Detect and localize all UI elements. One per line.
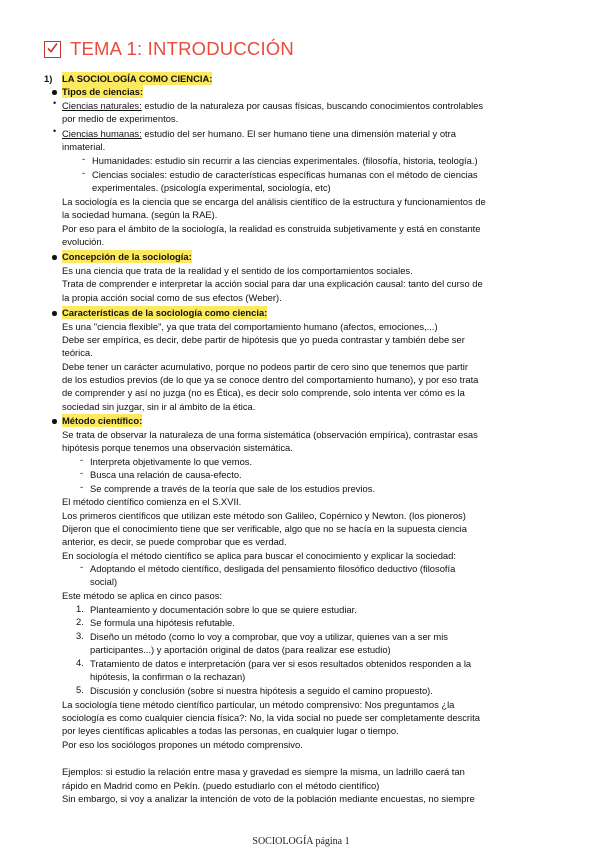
step-number: 1. <box>76 603 84 614</box>
step-2: Se formula una hipótesis refutable. <box>90 617 235 628</box>
step-4b: hipótesis, la confirman o la rechazan) <box>90 671 246 682</box>
bullet <box>52 311 57 316</box>
sociales-line-2: experimentales. (psicología experimental, sociología, etc) <box>92 182 331 193</box>
bullet <box>52 255 57 260</box>
dash: - <box>80 561 84 572</box>
step-1: Planteamiento y documentación sobre lo que se quiere estudiar. <box>90 604 357 615</box>
ejemplo-line-1: Ejemplos: si estudio la relación entre masa y gravedad es siempre la misma, un ladrillo caerá tan <box>62 766 465 777</box>
concepcion-line-3: la propia acción social como de sus efectos (Weber). <box>62 292 282 303</box>
step-number: 3. <box>76 630 84 641</box>
caracteristicas-heading: Características de la sociología como ciencia: <box>62 307 268 318</box>
metodo-dash-4a: Adoptando el método científico, desligada del pensamiento filosófico deductivo (filosofía <box>90 563 456 574</box>
metodo-dash-4b: social) <box>90 576 118 587</box>
metodo-line-11: por leyes científicas aplicables a todas las personas, en cualquier lugar o tiempo. <box>62 725 399 736</box>
metodo-line-10: sociología es como cualquier ciencia física?: No, la vida social no puede ser completamente descrita <box>62 712 480 723</box>
metodo-line-1: Se trata de observar la naturaleza de una forma sistemática (observación empírica), contrastar esas <box>62 429 478 440</box>
metodo-line-4: Los primeros científicos que utilizan este método son Galileo, Copérnico y Newton. (los pioneros) <box>62 510 466 521</box>
caracteristicas-line-3: teórica. <box>62 347 93 358</box>
definicion-line-2: la sociedad humana. (según la RAE). <box>62 209 218 220</box>
bullet: • <box>53 126 57 136</box>
humanas-line-1: Ciencias humanas: estudio del ser humano. El ser humano tiene una dimensión material y otra <box>62 128 456 139</box>
metodo-line-8: Este método se aplica en cinco pasos: <box>62 590 222 601</box>
sociales-line-1: Ciencias sociales: estudio de características específicas humanas con el método de ciencias <box>92 169 478 180</box>
metodo-line-6: anterior, es decir, se puede comprobar que es verdad. <box>62 536 287 547</box>
step-3b: participantes...) y aportación original de datos (para realizar ese estudio) <box>90 644 391 655</box>
dash: - <box>80 481 84 492</box>
step-number: 2. <box>76 616 84 627</box>
metodo-dash-1: Interpreta objetivamente lo que vemos. <box>90 456 253 467</box>
metodo-line-9: La sociología tiene método científico particular, un método comprensivo: Nos preguntamos ¿la <box>62 699 455 710</box>
caracteristicas-line-6: de comprender y así no juzga (no es Ética), es decir solo comprende, solo intenta ver cómo es la <box>62 387 465 398</box>
step-5: Discusión y conclusión (sobre si nuestra hipótesis a seguido el camino propuesto). <box>90 685 433 696</box>
dash: - <box>80 454 84 465</box>
section-number: 1) <box>44 73 53 84</box>
step-4a: Tratamiento de datos e interpretación (para ver si esos resultados obtenidos responden a la <box>90 658 472 669</box>
definicion-line-4: evolución. <box>62 236 105 247</box>
metodo-dash-3: Se comprende a través de la teoría que sale de los estudios previos. <box>90 483 376 494</box>
ejemplo-line-3: Sin embargo, si voy a analizar la intención de voto de la población mediante encuestas, no siempre <box>62 793 475 804</box>
concepcion-line-1: Es una ciencia que trata de la realidad y el sentido de los comportamientos sociales. <box>62 265 413 276</box>
naturales-line-1: Ciencias naturales: estudio de la naturaleza por causas físicas, buscando conocimientos controlables <box>62 100 484 111</box>
step-number: 4. <box>76 657 84 668</box>
bullet <box>52 90 57 95</box>
section-heading: LA SOCIOLOGÍA COMO CIENCIA: <box>62 73 213 84</box>
caracteristicas-line-7: sociedad sin juzgar, sin ir al ámbito de la ética. <box>62 401 256 412</box>
dash: - <box>80 467 84 478</box>
page-footer: SOCIOLOGÍA página 1 <box>252 836 350 847</box>
dash: - <box>82 153 86 164</box>
step-3a: Diseño un método (como lo voy a comprobar, que voy a utilizar, quienes van a ser mis <box>90 631 448 642</box>
ejemplo-line-2: rápido en Madrid como en Pekín. (puedo estudiarlo con el método científico) <box>62 780 380 791</box>
metodo-line-7: En sociología el método científico se aplica para buscar el conocimiento y explicar la sociedad: <box>62 550 456 561</box>
caracteristicas-line-2: Debe ser empírica, es decir, debe partir de hipótesis que yo pueda contrastar y también debe ser <box>62 334 465 345</box>
step-number: 5. <box>76 684 84 695</box>
definicion-line-3: Por eso para el ámbito de la sociología, la realidad es construida subjetivamente y está en constante <box>62 223 481 234</box>
naturales-line-2: por medio de experimentos. <box>62 113 179 124</box>
bullet <box>52 419 57 424</box>
metodo-line-3: El método científico comienza en el S.XVII. <box>62 496 242 507</box>
page-title <box>44 38 294 60</box>
metodo-line-2: hipótesis porque tenemos una observación sistemática. <box>62 442 293 453</box>
caracteristicas-line-4: Debe tener un carácter acumulativo, porque no podeos partir de cero sino que tenemos que partir <box>62 361 468 372</box>
humanas-line-2: inmaterial. <box>62 141 106 152</box>
metodo-line-12: Por eso los sociólogos propones un método comprensivo. <box>62 739 303 750</box>
definicion-line-1: La sociología es la ciencia que se encarga del análisis científico de la estructura y funcionamientos de <box>62 196 486 207</box>
caracteristicas-line-5: de los estudios previos (de lo que ya se conoce dentro del comportamiento humano), y por eso trata <box>62 374 479 385</box>
bullet: • <box>53 98 57 108</box>
tipos-heading: Tipos de ciencias: <box>62 86 144 97</box>
metodo-line-5: Dijeron que el conocimiento tiene que ser verificable, algo que no se hacía en la supuesta ciencia <box>62 523 467 534</box>
checkbox-icon[interactable] <box>44 41 61 58</box>
humanidades-line: Humanidades: estudio sin recurrir a las ciencias experimentales. (filosofía, historia, teología.) <box>92 155 478 166</box>
concepcion-line-2: Trata de comprender e interpretar la acción social para dar una explicación causal: tanto del curso de <box>62 278 483 289</box>
concepcion-heading: Concepción de la sociología: <box>62 251 192 262</box>
metodo-heading: Método científico: <box>62 415 143 426</box>
metodo-dash-2: Busca una relación de causa-efecto. <box>90 469 242 480</box>
title-text: TEMA 1: INTRODUCCIÓN <box>70 38 294 59</box>
dash: - <box>82 167 86 178</box>
caracteristicas-line-1: Es una "ciencia flexible", ya que trata del comportamiento humano (afectos, emociones,...) <box>62 321 438 332</box>
